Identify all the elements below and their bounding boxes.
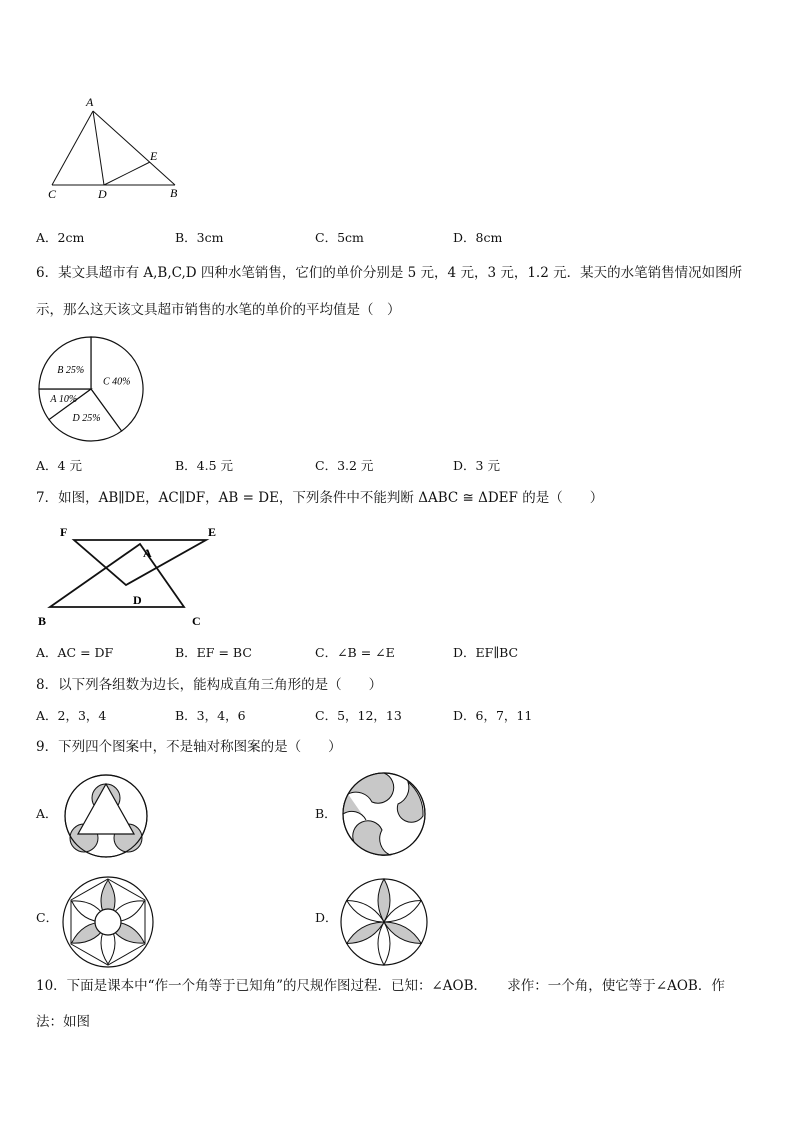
q8-option-c: C．5，12，13 xyxy=(315,708,402,723)
q6-stem-line2: 示，那么这天该文具超市销售的水笔的单价的平均值是（ ） xyxy=(36,302,401,318)
label-b: B xyxy=(38,614,47,628)
q5-option-d: D．8cm xyxy=(453,230,503,245)
pattern-c-figure xyxy=(62,876,154,968)
q7-option-d: D．EF∥BC xyxy=(453,645,519,660)
q5-option-c: C．5cm xyxy=(315,230,364,245)
q8-option-a: A．2，3，4 xyxy=(36,708,107,723)
q5-option-b: B．3cm xyxy=(175,230,224,245)
label-point-d: D xyxy=(98,187,107,201)
q9-stem: 9．下列四个图案中，不是轴对称图案的是（ ） xyxy=(36,739,342,755)
q7-option-a: A．AC = DF xyxy=(36,645,114,660)
q6-option-d: D．3 元 xyxy=(453,458,500,473)
q9-label-d: D． xyxy=(315,910,338,925)
pie-label-d: D 25% xyxy=(72,413,101,425)
q10-stem-line1: 10．下面是课本中“作一个角等于已知角”的尺规作图过程．已知：∠AOB． 求作：一个角，使它等于∠AOB．作 xyxy=(36,978,725,994)
pattern-b-figure xyxy=(342,772,426,856)
pie-label-c: C 40% xyxy=(102,376,131,388)
label-a: A xyxy=(143,546,152,560)
pie-slice-b xyxy=(39,337,91,389)
q8-option-d: D．6，7，11 xyxy=(453,708,533,723)
label-point-c: C xyxy=(48,187,57,201)
triangle-figure xyxy=(40,90,190,205)
q9-label-c: C． xyxy=(36,910,59,925)
pie-label-a: A 10% xyxy=(50,393,78,405)
q10-stem-line2: 法：如图 xyxy=(36,1014,90,1030)
parallel-triangles-figure xyxy=(36,522,226,630)
q6-option-b: B．4.5 元 xyxy=(175,458,234,473)
q8-option-b: B．3，4，6 xyxy=(175,708,246,723)
label-e: E xyxy=(208,525,217,539)
q7-stem: 7．如图，AB∥DE，AC∥DF，AB = DE，下列条件中不能判断 ΔABC ≅ ΔDEF 的是（ ） xyxy=(36,490,604,506)
q6-option-c: C．3.2 元 xyxy=(315,458,374,473)
label-point-e: E xyxy=(150,149,158,163)
pattern-d-figure xyxy=(340,878,428,966)
q7-option-b: B．EF = BC xyxy=(175,645,252,660)
pattern-a-figure xyxy=(64,774,148,858)
q8-stem: 8．以下列各组数为边长，能构成直角三角形的是（ ） xyxy=(36,677,383,693)
q9-label-b: B． xyxy=(315,806,337,821)
label-point-a: A xyxy=(86,95,94,109)
label-f: F xyxy=(60,525,68,539)
q5-option-a: A．2cm xyxy=(36,230,85,245)
label-point-b: B xyxy=(170,186,178,200)
q6-stem-line1: 6．某文具超市有 A,B,C,D 四种水笔销售，它们的单价分别是 5 元，4 元，3 元，1.2 元．某天的水笔销售情况如图所 xyxy=(36,265,743,281)
q9-label-a: A． xyxy=(36,806,58,821)
label-c: C xyxy=(192,614,201,628)
pie-chart xyxy=(36,334,146,444)
q7-option-c: C．∠B = ∠E xyxy=(315,645,395,660)
pie-label-b: B 25% xyxy=(57,364,85,376)
label-d: D xyxy=(133,593,142,607)
q6-option-a: A．4 元 xyxy=(36,458,82,473)
